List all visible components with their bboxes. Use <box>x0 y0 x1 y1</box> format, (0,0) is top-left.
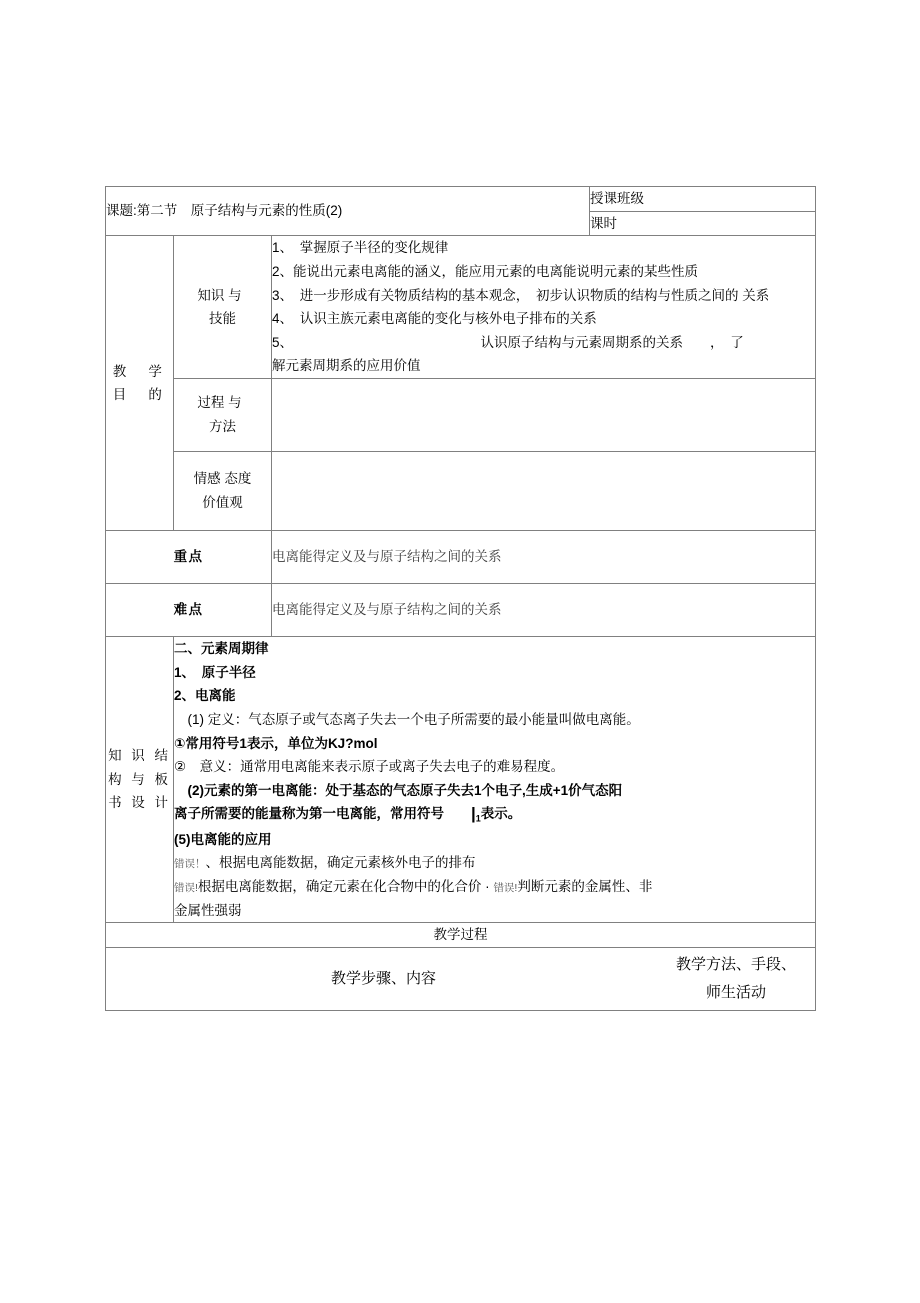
attitude-values-label-line1: 情感 态度 <box>193 471 252 487</box>
attitude-values-label <box>174 452 272 531</box>
teaching-steps-label: 教学步骤、内容 <box>330 969 436 987</box>
teaching-aims-label-line2: 目 的 <box>112 387 167 403</box>
board-design-label-line1: 知 识 结 <box>108 748 171 764</box>
board-line-error-2 <box>174 875 815 899</box>
table-row-difficult-point <box>106 584 816 637</box>
board-design-label-line2: 构 与 板 <box>108 771 171 787</box>
table-row-steps-header <box>106 947 816 1010</box>
attitude-values-content <box>272 452 816 531</box>
board-design-label-line3: 书 设 计 <box>108 795 171 811</box>
table-row-process-header <box>106 923 816 948</box>
knowledge-skills-label-line1: 知识 与 <box>197 287 242 303</box>
board-line-text: 、根据电离能数据，确定元素核外电子的排布 <box>205 855 476 871</box>
table-row-process-methods <box>106 379 816 452</box>
aim-item: 解元素周期系的应用价值 <box>272 358 421 374</box>
knowledge-skills-content <box>272 236 816 379</box>
difficult-point-text: 电离能得定义及与原子结构之间的关系 <box>272 584 816 637</box>
board-line-symbol-suffix: 表示。 <box>480 806 522 822</box>
aim-item: 3、 进一步形成有关物质结构的基本观念， 初步认识物质的结构与性质之间的 关系 <box>272 287 770 303</box>
process-methods-label-line2: 方法 <box>209 419 236 434</box>
aim-item: 1、 掌握原子半径的变化规律 <box>272 240 449 256</box>
lesson-title: 课题:第二节 原子结构与元素的性质(2) <box>106 187 590 236</box>
board-line-text: 根据电离能数据，确定元素在化合物中的化合价 · <box>197 879 490 895</box>
board-line: 2、电离能 <box>174 688 236 704</box>
knowledge-skills-label <box>174 236 272 379</box>
board-line-symbol-prefix: 离子所需要的能量称为第一电离能，常用符号 <box>174 806 444 822</box>
board-line-error-1 <box>174 851 815 875</box>
lesson-plan-table <box>105 186 816 1011</box>
board-line: (2)元素的第一电离能：处于基态的气态原子失去1个电子,生成+1价气态阳 <box>174 782 623 798</box>
teaching-aims-label <box>106 236 174 531</box>
ionization-symbol-subscript: 1 <box>475 814 481 825</box>
board-line: (5)电离能的应用 <box>174 831 272 847</box>
ionization-symbol-icon: | <box>471 804 476 824</box>
board-line: (1) 定义：气态原子或气态离子失去一个电子所需要的最小能量叫做电离能。 <box>174 711 640 727</box>
table-row-knowledge <box>106 236 816 379</box>
teaching-aims-label-line1: 教 学 <box>112 363 167 379</box>
aim-item: 2、能说出元素电离能的涵义，能应用元素的电离能说明元素的某些性质 <box>272 263 699 279</box>
table-row-key-point <box>106 531 816 584</box>
board-line-text: 判断元素的金属性、非 <box>517 879 653 895</box>
teaching-process-header: 教学过程 <box>106 923 816 948</box>
aim-item: 4、 认识主族元素电离能的变化与核外电子排布的关系 <box>272 311 597 327</box>
board-design-content <box>174 637 816 923</box>
steps-method-row <box>106 948 815 1010</box>
key-point-text: 电离能得定义及与原子结构之间的关系 <box>272 531 816 584</box>
teaching-method-label-line1: 教学方法、手段、 <box>676 956 797 974</box>
teaching-method-label-line2: 师生活动 <box>706 983 767 1001</box>
table-row-board-design <box>106 637 816 923</box>
board-line: ② 意义：通常用电离能来表示原子或离子失去电子的难易程度。 <box>174 759 565 775</box>
attitude-values-label-line2: 价值观 <box>202 495 243 510</box>
board-design-label <box>106 637 174 923</box>
teaching-method-label <box>661 951 815 1007</box>
steps-method-header <box>106 947 816 1010</box>
process-methods-content <box>272 379 816 452</box>
board-line: ①常用符号1表示，单位为KJ?mol <box>174 735 378 751</box>
knowledge-skills-label-line2: 技能 <box>209 311 236 327</box>
class-label: 授课班级 <box>590 187 816 212</box>
aim-item: 5、 认识原子结构与元素周期系的关系 ， 了 <box>272 334 744 350</box>
key-point-label: 重点 <box>106 531 272 584</box>
error-marker: 错误！ <box>174 858 206 871</box>
table-row-title <box>106 187 816 212</box>
board-line: 二、元素周期律 <box>174 641 269 656</box>
board-line: 金属性强弱 <box>174 902 242 918</box>
error-marker: 错误! <box>174 882 198 895</box>
table-row-attitude-values <box>106 452 816 531</box>
period-label: 课时 <box>590 211 816 236</box>
error-marker: 错误! <box>493 882 518 895</box>
process-methods-label <box>174 379 272 452</box>
difficult-point-label: 难点 <box>106 584 272 637</box>
board-line-symbol <box>174 802 815 827</box>
board-line: 1、 原子半径 <box>174 664 256 680</box>
process-methods-label-line1: 过程 与 <box>197 395 242 411</box>
